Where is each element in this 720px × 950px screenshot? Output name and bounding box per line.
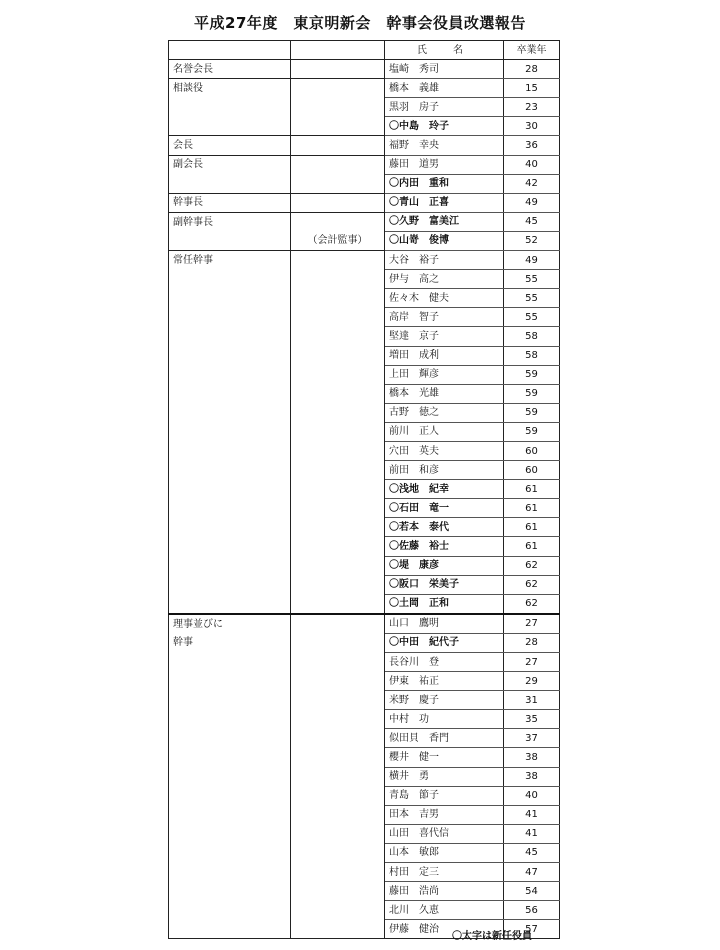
graduation-year-cell: 62 bbox=[504, 556, 560, 575]
name-cell: 藤田 道男 bbox=[385, 155, 504, 174]
table-row bbox=[169, 231, 560, 250]
name-cell: 〇内田 重和 bbox=[385, 174, 504, 193]
sub-role-cell bbox=[291, 653, 385, 672]
name-cell: 古野 徳之 bbox=[385, 403, 504, 422]
name-cell: 橋本 義雄 bbox=[385, 79, 504, 98]
table-row bbox=[169, 863, 560, 882]
sub-role-cell: （会計監事） bbox=[291, 231, 385, 250]
role-cell bbox=[169, 365, 291, 384]
table-row bbox=[169, 461, 560, 480]
sub-role-cell bbox=[291, 633, 385, 652]
header-name-cell: 氏 名 bbox=[385, 41, 504, 60]
graduation-year-cell: 52 bbox=[504, 231, 560, 250]
graduation-year-cell: 28 bbox=[504, 60, 560, 79]
table-row bbox=[169, 212, 560, 231]
graduation-year-cell: 59 bbox=[504, 422, 560, 441]
name-cell: 藤田 浩尚 bbox=[385, 882, 504, 901]
graduation-year-cell: 59 bbox=[504, 403, 560, 422]
graduation-year-cell: 58 bbox=[504, 346, 560, 365]
role-cell: 副会長 bbox=[169, 155, 291, 174]
table-row bbox=[169, 327, 560, 346]
sub-role-cell bbox=[291, 805, 385, 824]
sub-role-cell bbox=[291, 556, 385, 575]
sub-role-cell bbox=[291, 575, 385, 594]
table-row bbox=[169, 691, 560, 710]
role-cell bbox=[169, 327, 291, 346]
role-cell bbox=[169, 691, 291, 710]
graduation-year-cell: 60 bbox=[504, 461, 560, 480]
table-row bbox=[169, 365, 560, 384]
table-row bbox=[169, 748, 560, 767]
sub-role-cell bbox=[291, 537, 385, 556]
sub-role-cell bbox=[291, 843, 385, 862]
sub-role-cell bbox=[291, 710, 385, 729]
name-cell: 伊与 高之 bbox=[385, 270, 504, 289]
name-cell: 山田 喜代信 bbox=[385, 824, 504, 843]
graduation-year-cell: 56 bbox=[504, 901, 560, 920]
graduation-year-cell: 57 bbox=[504, 920, 560, 939]
table-row bbox=[169, 518, 560, 537]
name-cell: 櫻井 健一 bbox=[385, 748, 504, 767]
table-row bbox=[169, 136, 560, 155]
role-cell bbox=[169, 863, 291, 882]
name-cell: 中村 功 bbox=[385, 710, 504, 729]
sub-role-cell bbox=[291, 251, 385, 270]
role-cell bbox=[169, 805, 291, 824]
sub-role-cell bbox=[291, 136, 385, 155]
table-row bbox=[169, 499, 560, 518]
sub-role-cell bbox=[291, 422, 385, 441]
graduation-year-cell: 61 bbox=[504, 518, 560, 537]
sub-role-cell bbox=[291, 767, 385, 786]
table-row bbox=[169, 193, 560, 212]
sub-role-cell bbox=[291, 289, 385, 308]
role-cell bbox=[169, 384, 291, 403]
graduation-year-cell: 41 bbox=[504, 824, 560, 843]
graduation-year-cell: 40 bbox=[504, 786, 560, 805]
graduation-year-cell: 45 bbox=[504, 843, 560, 862]
table-row bbox=[169, 289, 560, 308]
role-cell bbox=[169, 270, 291, 289]
role-cell: 常任幹事 bbox=[169, 251, 291, 270]
name-cell: 前田 和彦 bbox=[385, 461, 504, 480]
table-row bbox=[169, 79, 560, 98]
sub-role-cell bbox=[291, 327, 385, 346]
name-cell: 山口 鷹明 bbox=[385, 614, 504, 634]
name-cell: 似田貝 香門 bbox=[385, 729, 504, 748]
sub-role-cell bbox=[291, 748, 385, 767]
name-cell: 〇中島 玲子 bbox=[385, 117, 504, 136]
role-cell bbox=[169, 710, 291, 729]
role-cell bbox=[169, 308, 291, 327]
sub-role-cell bbox=[291, 155, 385, 174]
role-cell bbox=[169, 767, 291, 786]
role-cell bbox=[169, 422, 291, 441]
table-row bbox=[169, 155, 560, 174]
name-cell: 北川 久恵 bbox=[385, 901, 504, 920]
role-cell bbox=[169, 556, 291, 575]
sub-role-cell bbox=[291, 193, 385, 212]
graduation-year-cell: 28 bbox=[504, 633, 560, 652]
graduation-year-cell: 29 bbox=[504, 672, 560, 691]
sub-role-cell bbox=[291, 499, 385, 518]
role-cell bbox=[169, 403, 291, 422]
document-title: 平成27年度 東京明新会 幹事会役員改選報告 bbox=[194, 14, 526, 32]
name-cell: 堅達 京子 bbox=[385, 327, 504, 346]
role-cell bbox=[169, 901, 291, 920]
table-row bbox=[169, 614, 560, 634]
table-row bbox=[169, 767, 560, 786]
name-cell: 〇阪口 栄美子 bbox=[385, 575, 504, 594]
table-row bbox=[169, 441, 560, 460]
graduation-year-cell: 54 bbox=[504, 882, 560, 901]
name-cell: 佐々木 健夫 bbox=[385, 289, 504, 308]
graduation-year-cell: 27 bbox=[504, 614, 560, 634]
table-row bbox=[169, 805, 560, 824]
table-row bbox=[169, 537, 560, 556]
role-cell bbox=[169, 441, 291, 460]
role-cell: 幹事 bbox=[169, 633, 291, 652]
sub-role-cell bbox=[291, 117, 385, 136]
name-cell: 青島 節子 bbox=[385, 786, 504, 805]
name-cell: 〇中田 紀代子 bbox=[385, 633, 504, 652]
table-row bbox=[169, 556, 560, 575]
graduation-year-cell: 49 bbox=[504, 251, 560, 270]
sub-role-cell bbox=[291, 174, 385, 193]
table-row bbox=[169, 174, 560, 193]
sub-role-cell bbox=[291, 441, 385, 460]
role-cell: 幹事長 bbox=[169, 193, 291, 212]
name-cell: 田本 吉男 bbox=[385, 805, 504, 824]
sub-role-cell bbox=[291, 691, 385, 710]
header-sub-cell bbox=[291, 41, 385, 60]
sub-role-cell bbox=[291, 365, 385, 384]
sub-role-cell bbox=[291, 901, 385, 920]
graduation-year-cell: 38 bbox=[504, 748, 560, 767]
table-row bbox=[169, 98, 560, 117]
graduation-year-cell: 31 bbox=[504, 691, 560, 710]
graduation-year-cell: 55 bbox=[504, 308, 560, 327]
role-cell bbox=[169, 672, 291, 691]
sub-role-cell bbox=[291, 461, 385, 480]
table-row bbox=[169, 251, 560, 270]
table-row bbox=[169, 403, 560, 422]
sub-role-cell bbox=[291, 863, 385, 882]
name-cell: 福野 幸央 bbox=[385, 136, 504, 155]
sub-role-cell bbox=[291, 384, 385, 403]
graduation-year-cell: 59 bbox=[504, 384, 560, 403]
name-cell: 塩崎 秀司 bbox=[385, 60, 504, 79]
graduation-year-cell: 61 bbox=[504, 480, 560, 499]
role-cell bbox=[169, 653, 291, 672]
sub-role-cell bbox=[291, 882, 385, 901]
role-cell: 理事並びに bbox=[169, 614, 291, 634]
table-row bbox=[169, 308, 560, 327]
table-row bbox=[169, 117, 560, 136]
table-row bbox=[169, 729, 560, 748]
header-role-cell bbox=[169, 41, 291, 60]
header-year-cell: 卒業年 bbox=[504, 41, 560, 60]
sub-role-cell bbox=[291, 346, 385, 365]
sub-role-cell bbox=[291, 212, 385, 231]
officer-table-body bbox=[169, 41, 560, 939]
role-cell bbox=[169, 480, 291, 499]
name-cell: 高岸 智子 bbox=[385, 308, 504, 327]
sub-role-cell bbox=[291, 403, 385, 422]
sub-role-cell bbox=[291, 594, 385, 614]
table-header-row bbox=[169, 41, 560, 60]
graduation-year-cell: 37 bbox=[504, 729, 560, 748]
role-cell bbox=[169, 518, 291, 537]
sub-role-cell bbox=[291, 729, 385, 748]
role-cell bbox=[169, 882, 291, 901]
graduation-year-cell: 45 bbox=[504, 212, 560, 231]
sub-role-cell bbox=[291, 614, 385, 634]
graduation-year-cell: 23 bbox=[504, 98, 560, 117]
graduation-year-cell: 49 bbox=[504, 193, 560, 212]
table-row bbox=[169, 882, 560, 901]
name-cell: 〇若本 泰代 bbox=[385, 518, 504, 537]
sub-role-cell bbox=[291, 98, 385, 117]
graduation-year-cell: 40 bbox=[504, 155, 560, 174]
graduation-year-cell: 35 bbox=[504, 710, 560, 729]
name-cell: 〇青山 正喜 bbox=[385, 193, 504, 212]
name-cell: 横井 勇 bbox=[385, 767, 504, 786]
name-cell: 村田 定三 bbox=[385, 863, 504, 882]
role-cell: 副幹事長 bbox=[169, 212, 291, 231]
role-cell bbox=[169, 289, 291, 308]
table-row bbox=[169, 710, 560, 729]
name-cell: 〇久野 富美江 bbox=[385, 212, 504, 231]
role-cell bbox=[169, 843, 291, 862]
role-cell bbox=[169, 461, 291, 480]
sub-role-cell bbox=[291, 270, 385, 289]
sub-role-cell bbox=[291, 60, 385, 79]
name-cell: 〇山嵜 俊博 bbox=[385, 231, 504, 250]
table-row bbox=[169, 824, 560, 843]
role-cell bbox=[169, 920, 291, 939]
graduation-year-cell: 61 bbox=[504, 499, 560, 518]
graduation-year-cell: 59 bbox=[504, 365, 560, 384]
name-cell: 前川 正人 bbox=[385, 422, 504, 441]
graduation-year-cell: 60 bbox=[504, 441, 560, 460]
graduation-year-cell: 62 bbox=[504, 594, 560, 614]
table-row bbox=[169, 633, 560, 652]
table-row bbox=[169, 594, 560, 614]
role-cell bbox=[169, 786, 291, 805]
role-cell bbox=[169, 824, 291, 843]
table-row bbox=[169, 901, 560, 920]
name-cell: 米野 慶子 bbox=[385, 691, 504, 710]
role-cell bbox=[169, 748, 291, 767]
sub-role-cell bbox=[291, 920, 385, 939]
graduation-year-cell: 15 bbox=[504, 79, 560, 98]
name-cell: 伊東 祐正 bbox=[385, 672, 504, 691]
graduation-year-cell: 55 bbox=[504, 289, 560, 308]
graduation-year-cell: 36 bbox=[504, 136, 560, 155]
role-cell bbox=[169, 117, 291, 136]
name-cell: 増田 成利 bbox=[385, 346, 504, 365]
sub-role-cell bbox=[291, 672, 385, 691]
role-cell bbox=[169, 537, 291, 556]
name-cell: 〇土岡 正和 bbox=[385, 594, 504, 614]
role-cell: 相談役 bbox=[169, 79, 291, 98]
table-row bbox=[169, 422, 560, 441]
name-cell: 穴田 英夫 bbox=[385, 441, 504, 460]
graduation-year-cell: 62 bbox=[504, 575, 560, 594]
table-row bbox=[169, 270, 560, 289]
table-row bbox=[169, 843, 560, 862]
graduation-year-cell: 55 bbox=[504, 270, 560, 289]
graduation-year-cell: 41 bbox=[504, 805, 560, 824]
graduation-year-cell: 47 bbox=[504, 863, 560, 882]
role-cell bbox=[169, 729, 291, 748]
name-cell: 黒羽 房子 bbox=[385, 98, 504, 117]
sub-role-cell bbox=[291, 518, 385, 537]
sub-role-cell bbox=[291, 480, 385, 499]
name-cell: 〇佐藤 裕士 bbox=[385, 537, 504, 556]
role-cell bbox=[169, 499, 291, 518]
sub-role-cell bbox=[291, 308, 385, 327]
table-row bbox=[169, 346, 560, 365]
table-row bbox=[169, 384, 560, 403]
graduation-year-cell: 30 bbox=[504, 117, 560, 136]
table-row bbox=[169, 786, 560, 805]
table-row bbox=[169, 480, 560, 499]
table-row bbox=[169, 60, 560, 79]
name-cell: 〇浅地 紀幸 bbox=[385, 480, 504, 499]
role-cell: 会長 bbox=[169, 136, 291, 155]
table-row bbox=[169, 672, 560, 691]
footnote: 〇太字は新任役員 bbox=[452, 931, 532, 942]
graduation-year-cell: 58 bbox=[504, 327, 560, 346]
graduation-year-cell: 42 bbox=[504, 174, 560, 193]
role-cell bbox=[169, 98, 291, 117]
name-cell: 山本 敏郎 bbox=[385, 843, 504, 862]
role-cell bbox=[169, 346, 291, 365]
role-cell: 名誉会長 bbox=[169, 60, 291, 79]
name-cell: 伊藤 健治 bbox=[385, 920, 504, 939]
table-row bbox=[169, 575, 560, 594]
graduation-year-cell: 38 bbox=[504, 767, 560, 786]
sub-role-cell bbox=[291, 824, 385, 843]
graduation-year-cell: 61 bbox=[504, 537, 560, 556]
role-cell bbox=[169, 594, 291, 614]
role-cell bbox=[169, 231, 291, 250]
officer-table bbox=[168, 40, 560, 939]
role-cell bbox=[169, 575, 291, 594]
sub-role-cell bbox=[291, 79, 385, 98]
table-row bbox=[169, 653, 560, 672]
name-cell: 大谷 裕子 bbox=[385, 251, 504, 270]
name-cell: 〇堤 康彦 bbox=[385, 556, 504, 575]
name-cell: 橋本 光雄 bbox=[385, 384, 504, 403]
name-cell: 上田 輝彦 bbox=[385, 365, 504, 384]
name-cell: 長谷川 登 bbox=[385, 653, 504, 672]
graduation-year-cell: 27 bbox=[504, 653, 560, 672]
sub-role-cell bbox=[291, 786, 385, 805]
role-cell bbox=[169, 174, 291, 193]
name-cell: 〇石田 竜一 bbox=[385, 499, 504, 518]
